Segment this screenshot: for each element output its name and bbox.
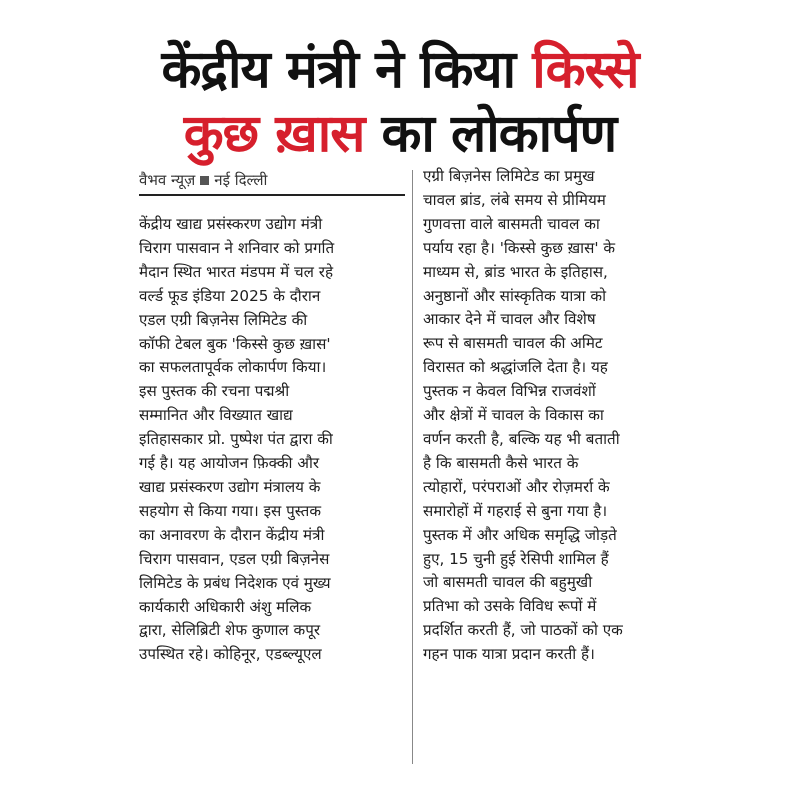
article-line: सम्मानित और विख्यात खाद्य: [139, 406, 293, 425]
article-line: एग्री बिज़नेस लिमिटेड का प्रमुख: [423, 167, 595, 185]
article-line: केंद्रीय खाद्य प्रसंस्करण उद्योग मंत्री: [139, 215, 323, 233]
article-line: उपस्थित रहे। कोहिनूर, एडब्ल्यूएल: [139, 645, 322, 664]
article-line: जो बासमती चावल की बहुमुखी: [423, 573, 593, 592]
article-line: गहन पाक यात्रा प्रदान करती हैं।: [423, 645, 595, 664]
article-line: एडल एग्री बिज़नेस लिमिटेड की: [139, 310, 308, 329]
column-divider: [412, 170, 413, 764]
article-line: लिमिटेड के प्रबंध निदेशक एवं मुख्य: [139, 573, 331, 592]
article-line: पुस्तक न केवल विभिन्न राजवंशों: [423, 382, 596, 401]
byline: [139, 170, 267, 190]
article-line: का सफलतापूर्वक लोकार्पण किया।: [139, 358, 327, 377]
headline-red-part-1: किस्से: [532, 40, 639, 100]
article-line: आकार देने में चावल और विशेष: [423, 310, 596, 329]
article-line: पुस्तक में और अधिक समृद्धि जोड़ते: [423, 525, 617, 544]
article-line: चावल ब्रांड, लंबे समय से प्रीमियम: [423, 190, 606, 209]
article-line: विरासत को श्रद्धांजलि देता है। यह: [423, 358, 608, 377]
article-line: वर्णन करती है, बल्कि यह भी बताती: [423, 429, 620, 448]
article-column-right: [423, 165, 669, 667]
byline-place: नई दिल्ली: [214, 171, 268, 189]
headline-red-part-2: कुछ ख़ास: [183, 104, 365, 164]
article-line: रूप से बासमती चावल की अमिट: [423, 334, 603, 353]
article-line: माध्यम से, ब्रांड भारत के इतिहास,: [423, 262, 608, 281]
article-line: इतिहासकार प्रो. पुष्पेश पंत द्वारा की: [139, 430, 333, 449]
article-line: कार्यकारी अधिकारी अंशु मलिक: [139, 597, 312, 616]
article-line: चिराग पासवान ने शनिवार को प्रगति: [139, 238, 335, 257]
article-line: अनुष्ठानों और सांस्कृतिक यात्रा को: [423, 286, 607, 305]
headline-black-part-1: केंद्रीय मंत्री ने किया: [161, 40, 516, 100]
article-line: चिराग पासवान, एडल एग्री बिज़नेस: [139, 549, 330, 568]
byline-separator-icon: [200, 176, 209, 185]
article-line: कॉफी टेबल बुक 'किस्से कुछ ख़ास': [139, 334, 331, 353]
article-line: गई है। यह आयोजन फ़िक्की और: [139, 454, 320, 473]
article-line: प्रदर्शित करती हैं, जो पाठकों को एक: [423, 621, 623, 640]
article-line: वर्ल्ड फूड इंडिया 2025 के दौरान: [139, 286, 321, 305]
article-line: और क्षेत्रों में चावल के विकास का: [423, 406, 604, 425]
byline-agency: वैभव न्यूज़: [139, 171, 196, 189]
article-line: खाद्य प्रसंस्करण उद्योग मंत्रालय के: [139, 477, 321, 496]
article-line: का अनावरण के दौरान केंद्रीय मंत्री: [139, 525, 325, 544]
article-line: हुए, 15 चुनी हुई रेसिपी शामिल हैं: [423, 549, 609, 568]
headline-black-part-2: का लोकार्पण: [381, 104, 617, 164]
article-line: गुणवत्ता वाले बासमती चावल का: [423, 214, 600, 233]
article-line: पर्याय रहा है। 'किस्से कुछ ख़ास' के: [423, 238, 616, 257]
article-line: है कि बासमती कैसे भारत के: [423, 453, 579, 472]
article-line: त्योहारों, परंपराओं और रोज़मर्रा के: [423, 477, 610, 496]
article-line: प्रतिभा को उसके विविध रूपों में: [423, 597, 597, 616]
byline-rule: [139, 194, 405, 196]
headline-line-1: [0, 38, 800, 102]
article-line: मैदान स्थित भारत मंडपम में चल रहे: [139, 262, 334, 281]
article-line: समारोहों में गहराई से बुना गया है।: [423, 501, 608, 520]
headline-line-2: [0, 102, 800, 166]
article-column-left: [139, 213, 405, 667]
article-line: सहयोग से किया गया। इस पुस्तक: [139, 501, 321, 520]
article-line: इस पुस्तक की रचना पद्मश्री: [139, 382, 290, 401]
article-line: द्वारा, सेलिब्रिटी शेफ कुणाल कपूर: [139, 621, 321, 640]
